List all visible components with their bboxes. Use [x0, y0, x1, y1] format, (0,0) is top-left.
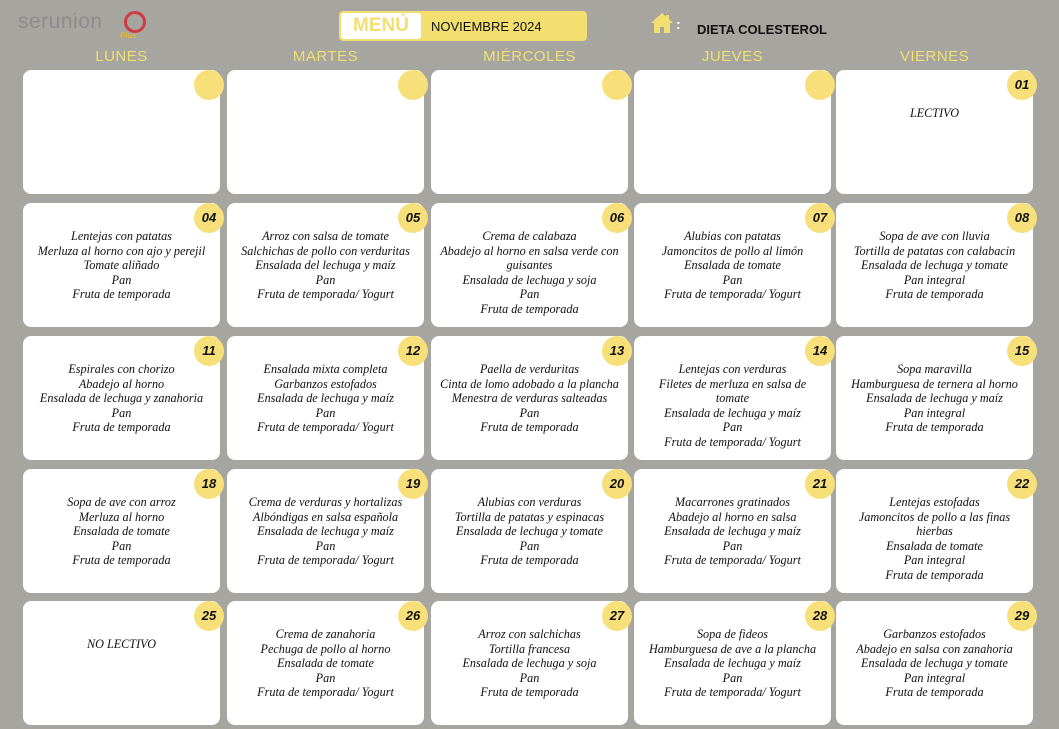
dish-item: Ensalada de tomate	[73, 524, 170, 539]
day-cell	[23, 601, 220, 725]
day-cell	[634, 336, 831, 460]
dish-list	[31, 229, 212, 302]
day-number-badge: 22	[1009, 471, 1035, 497]
dish-list	[31, 637, 212, 652]
day-cell	[836, 70, 1033, 194]
dish-item: Albóndigas en salsa española	[252, 509, 399, 524]
day-number-badge	[604, 72, 630, 98]
dish-item: Menestra de verduras salteadas	[451, 391, 608, 406]
dish-list	[235, 495, 416, 568]
dish-item: Fruta de temporada	[885, 685, 984, 700]
day-number-badge	[196, 72, 222, 98]
dish-item: Arroz con salchichas	[478, 627, 581, 641]
day-cell	[227, 203, 424, 327]
dish-item: Pan	[722, 272, 743, 287]
dish-item: Filetes de merluza en salsa de tomate	[658, 376, 807, 406]
dish-list	[235, 229, 416, 302]
dish-list	[844, 362, 1025, 435]
dish-item: Ensalada de tomate	[277, 656, 374, 671]
dish-item: Cinta de lomo adobado a la plancha	[440, 376, 619, 391]
dish-item: Ensalada de tomate	[684, 258, 781, 273]
dish-item: Ensalada mixta completa	[263, 362, 388, 376]
weekday-wednesday: MIÉRCOLES	[483, 48, 576, 65]
dish-item: Fruta de temporada/ Yogurt	[664, 553, 801, 568]
page-header	[0, 0, 1059, 48]
day-number-badge: 15	[1009, 338, 1035, 364]
day-cell	[23, 70, 220, 194]
dish-item: Pan	[111, 405, 132, 420]
dish-item: LECTIVO	[909, 106, 960, 120]
dish-item: Fruta de temporada/ Yogurt	[664, 685, 801, 700]
day-cell	[431, 70, 628, 194]
dish-item: Ensalada de lechuga y soja	[462, 656, 597, 671]
dish-item: Salchichas de pollo con verduritas	[241, 243, 410, 258]
dish-list	[439, 627, 620, 700]
dish-item: Jamoncitos de pollo al limón	[661, 243, 804, 258]
dish-item: Ensalada de lechuga y maíz	[257, 391, 394, 406]
dish-item: Ensalada de lechuga y tomate	[861, 258, 1008, 273]
dish-item: Pan	[111, 538, 132, 553]
dish-item: Pechuga de pollo al horno	[260, 641, 391, 656]
dish-item: Ensalada del lechuga y maíz	[255, 258, 396, 273]
dish-item: Pan	[315, 272, 336, 287]
dish-item: Lentejas con patatas	[71, 229, 172, 243]
dish-item: Espirales con chorizo	[68, 362, 175, 376]
dish-item: Ensalada de lechuga y maíz	[257, 524, 394, 539]
logo-mark-icon	[124, 11, 146, 33]
menu-month: NOVIEMBRE 2024	[431, 19, 542, 34]
dish-list	[642, 362, 823, 450]
dish-item: Ensalada de lechuga y maíz	[664, 405, 801, 420]
day-number-badge: 05	[400, 205, 426, 231]
dish-item: Tortilla de patatas y espinacas	[454, 509, 605, 524]
dish-item: Arroz con salsa de tomate	[262, 229, 389, 243]
day-number-badge: 07	[807, 205, 833, 231]
dish-item: Ensalada de lechuga y maíz	[664, 524, 801, 539]
dish-item: Crema de calabaza	[482, 229, 577, 243]
dish-item: Fruta de temporada	[480, 420, 579, 435]
dish-item: Fruta de temporada/ Yogurt	[257, 553, 394, 568]
day-number-badge: 12	[400, 338, 426, 364]
dish-item: Crema de verduras y hortalizas	[248, 495, 403, 509]
dish-item: Fruta de temporada/ Yogurt	[664, 434, 801, 449]
weekday-tuesday: MARTES	[292, 48, 359, 65]
day-cell	[227, 601, 424, 725]
dish-item: Abadejo al horno en salsa verde con guisantes	[440, 243, 619, 273]
dish-item: Pan integral	[903, 553, 966, 568]
dish-item: Sopa de ave con lluvia	[879, 229, 990, 243]
day-number-badge: 18	[196, 471, 222, 497]
dish-item: Fruta de temporada/ Yogurt	[257, 420, 394, 435]
dish-list	[439, 362, 620, 435]
menu-label: MENÚ	[341, 13, 421, 39]
dish-list	[439, 495, 620, 568]
day-number-badge	[400, 72, 426, 98]
home-icon	[650, 12, 674, 34]
dish-item: Tortilla francesa	[488, 641, 571, 656]
day-number-badge: 21	[807, 471, 833, 497]
dish-item: Fruta de temporada	[72, 553, 171, 568]
dish-item: Pan	[111, 272, 132, 287]
day-number-badge: 01	[1009, 72, 1035, 98]
dish-item: Abadejo en salsa con zanahoria	[856, 641, 1013, 656]
dish-item: Pan	[315, 670, 336, 685]
day-cell	[634, 70, 831, 194]
dish-item: Abadejo al horno en salsa	[668, 509, 797, 524]
dish-item: Fruta de temporada/ Yogurt	[257, 287, 394, 302]
dish-item: Pan	[519, 538, 540, 553]
dish-item: Macarrones gratinados	[675, 495, 790, 509]
dish-item: Merluza al horno	[78, 509, 165, 524]
day-number-badge: 13	[604, 338, 630, 364]
weekday-header	[0, 48, 1059, 68]
day-cell	[836, 336, 1033, 460]
dish-list	[235, 362, 416, 435]
dish-item: Pan integral	[903, 272, 966, 287]
dish-item: Pan	[722, 670, 743, 685]
dish-item: Garbanzos estofados	[274, 376, 377, 391]
dish-item: Pan	[722, 538, 743, 553]
weekday-thursday: JUEVES	[701, 48, 764, 65]
dish-item: Merluza al horno con ajo y perejil	[37, 243, 206, 258]
logo-text: serunion	[18, 10, 103, 33]
day-number-badge	[807, 72, 833, 98]
dish-item: Sopa maravilla	[897, 362, 972, 376]
dish-item: Ensalada de lechuga y zanahoria	[39, 391, 204, 406]
dish-item: Pan	[519, 405, 540, 420]
day-number-badge: 06	[604, 205, 630, 231]
dish-item: Alubias con verduras	[477, 495, 582, 509]
dish-list	[844, 627, 1025, 700]
dish-item: Fruta de temporada	[72, 420, 171, 435]
dish-item: Fruta de temporada	[885, 287, 984, 302]
day-cell	[431, 203, 628, 327]
dish-item: Fruta de temporada	[885, 420, 984, 435]
day-cell	[836, 203, 1033, 327]
day-cell	[431, 336, 628, 460]
day-cell	[431, 601, 628, 725]
dish-item: Abadejo al horno	[78, 376, 165, 391]
day-number-badge: 08	[1009, 205, 1035, 231]
dish-item: Lentejas estofadas	[889, 495, 980, 509]
dish-list	[642, 627, 823, 700]
day-cell	[634, 601, 831, 725]
dish-item: Fruta de temporada	[480, 301, 579, 316]
diet-title: DIETA COLESTEROL	[697, 22, 827, 37]
dish-item: Fruta de temporada	[885, 567, 984, 582]
dish-list	[844, 106, 1025, 121]
day-number-badge: 19	[400, 471, 426, 497]
dish-list	[31, 362, 212, 435]
day-cell	[227, 336, 424, 460]
dish-item: Lentejas con verduras	[678, 362, 787, 376]
dish-list	[844, 229, 1025, 302]
day-number-badge: 25	[196, 603, 222, 629]
day-cell	[227, 469, 424, 593]
day-number-badge: 04	[196, 205, 222, 231]
dish-item: Crema de zanahoria	[275, 627, 376, 641]
dish-item: Ensalada de lechuga y tomate	[456, 524, 603, 539]
dish-item: Fruta de temporada	[480, 553, 579, 568]
dish-item: Alubias con patatas	[684, 229, 781, 243]
dish-item: Ensalada de tomate	[886, 538, 983, 553]
menu-title-box	[339, 11, 587, 41]
weekday-monday: LUNES	[95, 48, 148, 65]
dish-item: Ensalada de lechuga y soja	[462, 272, 597, 287]
dish-item: Hamburguesa de ave a la plancha	[648, 641, 817, 656]
dish-item: Jamoncitos de pollo a las finas hierbas	[858, 509, 1011, 539]
day-cell	[836, 601, 1033, 725]
dish-item: Pan	[519, 670, 540, 685]
weekday-friday: VIERNES	[899, 48, 970, 65]
dish-item: Pan	[519, 287, 540, 302]
dish-item: Paella de verduritas	[479, 362, 580, 376]
dish-item: Ensalada de lechuga y maíz	[866, 391, 1003, 406]
day-cell	[23, 203, 220, 327]
dish-item: Sopa de ave con arroz	[67, 495, 176, 509]
dish-list	[844, 495, 1025, 583]
dish-item: Pan	[722, 420, 743, 435]
dish-item: Fruta de temporada/ Yogurt	[664, 287, 801, 302]
day-number-badge: 29	[1009, 603, 1035, 629]
serunion-logo	[18, 8, 168, 42]
day-number-badge: 20	[604, 471, 630, 497]
dish-list	[642, 229, 823, 302]
dish-item: Fruta de temporada	[480, 685, 579, 700]
dish-list	[31, 495, 212, 568]
dish-item: Pan	[315, 405, 336, 420]
day-cell	[23, 336, 220, 460]
day-number-badge: 28	[807, 603, 833, 629]
day-number-badge: 27	[604, 603, 630, 629]
dish-list	[642, 495, 823, 568]
day-cell	[836, 469, 1033, 593]
dish-list	[235, 627, 416, 700]
day-number-badge: 11	[196, 338, 222, 364]
day-cell	[227, 70, 424, 194]
dish-item: Garbanzos estofados	[883, 627, 986, 641]
dish-item: Ensalada de lechuga y maíz	[664, 656, 801, 671]
dish-item: Tomate aliñado	[83, 258, 160, 273]
day-cell	[634, 469, 831, 593]
dish-item: Fruta de temporada/ Yogurt	[257, 685, 394, 700]
day-cell	[23, 469, 220, 593]
diet-colon: :	[676, 16, 681, 32]
day-number-badge: 14	[807, 338, 833, 364]
dish-item: Tortilla de patatas con calabacin	[853, 243, 1016, 258]
dish-item: Sopa de fideos	[696, 627, 769, 641]
dish-list	[439, 229, 620, 317]
logo-tag: Plus	[120, 31, 137, 40]
dish-item: Ensalada de lechuga y tomate	[861, 656, 1008, 671]
dish-item: Pan	[315, 538, 336, 553]
day-number-badge: 26	[400, 603, 426, 629]
dish-item: Pan integral	[903, 670, 966, 685]
dish-item: NO LECTIVO	[86, 637, 157, 651]
dish-item: Hamburguesa de ternera al horno	[851, 376, 1018, 391]
dish-item: Fruta de temporada	[72, 287, 171, 302]
day-cell	[431, 469, 628, 593]
day-cell	[634, 203, 831, 327]
dish-item: Pan integral	[903, 405, 966, 420]
